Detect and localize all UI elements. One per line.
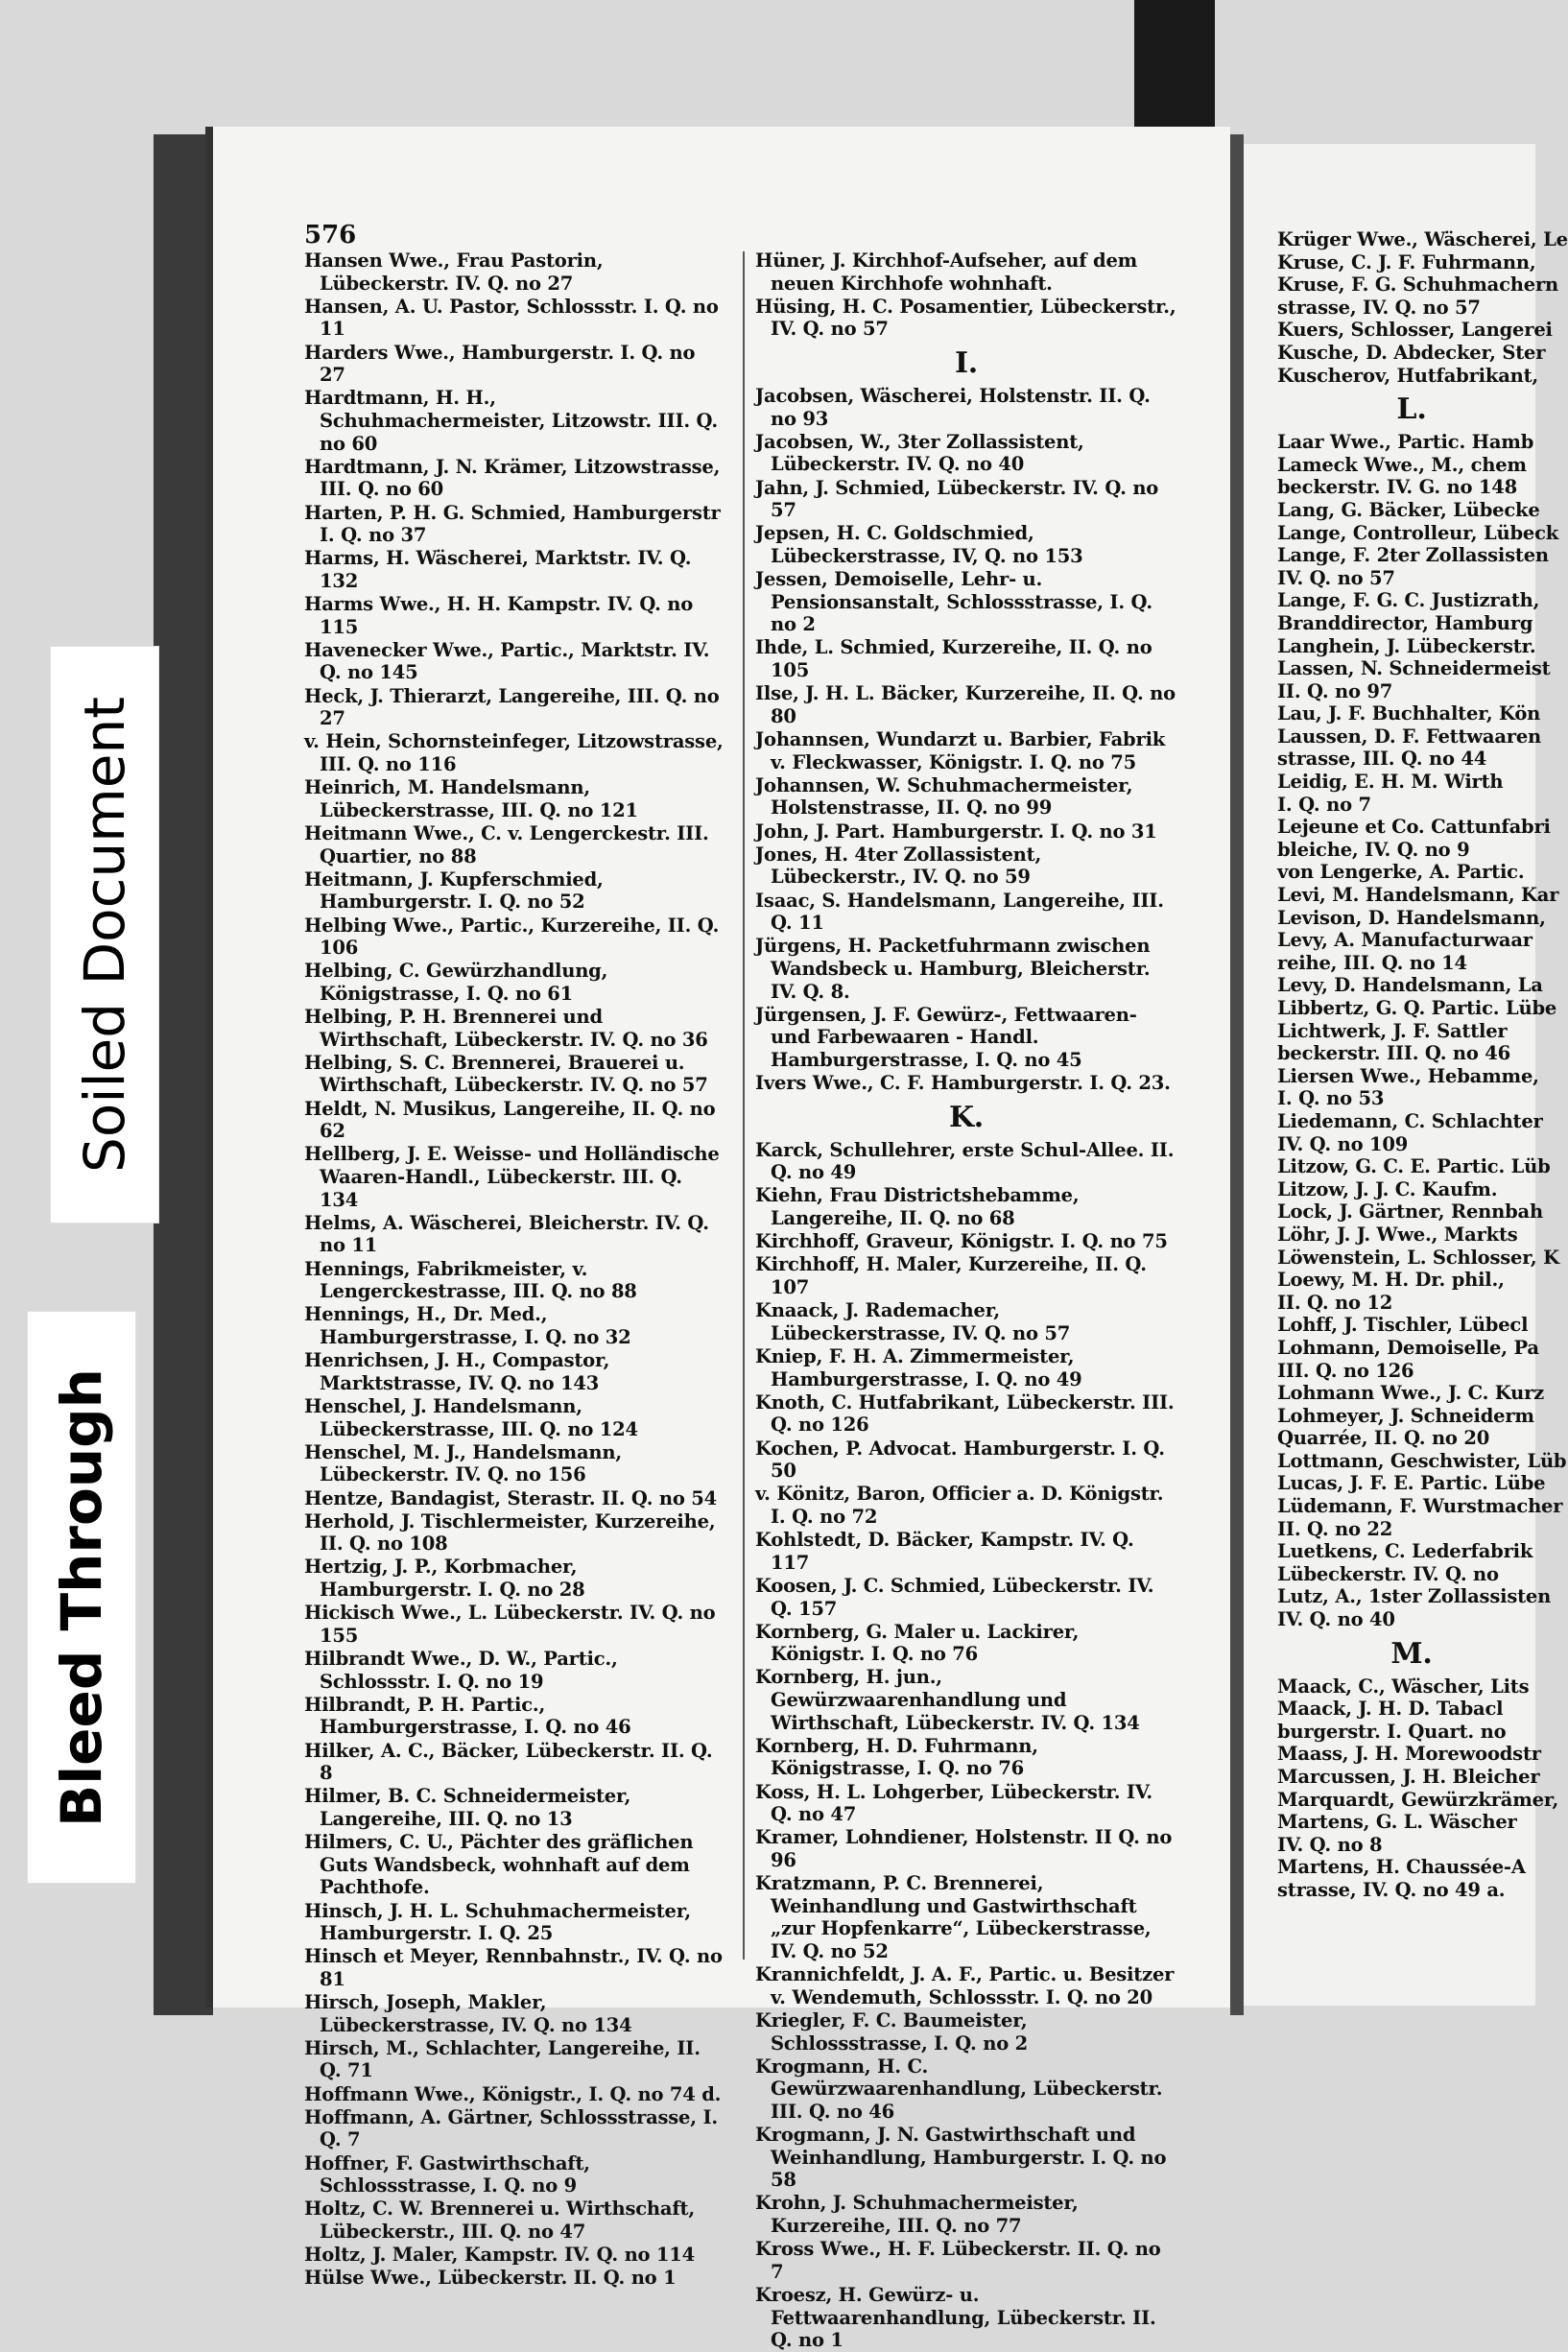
- entries-i: [755, 385, 1177, 1095]
- directory-entry: Kohlstedt, D. Bäcker, Kampstr. IV. Q. 117: [755, 1529, 1134, 1574]
- directory-entry: Hilmers, C. U., Pächter des gräflichen Guts Wandsbeck, wohnhaft auf dem Pachthofe.: [304, 1831, 694, 1899]
- directory-entry: Isaac, S. Handelsmann, Langereihe, III. Q. 11: [755, 889, 1164, 935]
- directory-entry: I. Q. no 7: [1277, 793, 1371, 816]
- book-edge-left: [154, 134, 213, 2015]
- directory-entry: Helbing, S. C. Brennerei, Brauerei u. Wirthschaft, Lübeckerstr. IV. Q. no 57: [304, 1051, 708, 1097]
- directory-entry: Kross Wwe., H. F. Lübeckerstr. II. Q. no 7: [755, 2238, 1161, 2283]
- directory-entry: Jürgensen, J. F. Gewürz-, Fettwaaren- und Farbewaaren - Handl. Hamburgerstrasse, I. Q. no 45: [755, 1003, 1137, 1071]
- directory-entry: IV. Q. no 40: [1277, 1608, 1395, 1631]
- directory-entry: Jones, H. 4ter Zollassistent, Lübeckerstr., IV. Q. no 59: [755, 843, 1042, 889]
- directory-entry: Kruse, C. J. F. Fuhrmann,: [1277, 250, 1536, 273]
- directory-entry: Lüdemann, F. Wurstmacher: [1277, 1495, 1563, 1518]
- soiled-document-label: [50, 646, 159, 1224]
- directory-entry: Kuscherov, Hutfabrikant,: [1277, 364, 1538, 387]
- directory-entry: II. Q. no 97: [1277, 679, 1393, 702]
- directory-entry: Libbertz, G. Q. Partic. Lübe: [1277, 997, 1557, 1019]
- directory-entry: Jessen, Demoiselle, Lehr- u. Pensionsanstalt, Schlossstrasse, I. Q. no 2: [755, 568, 1152, 636]
- directory-entry: Harms, H. Wäscherei, Marktstr. IV. Q. 132: [304, 547, 692, 592]
- directory-entry: Kramer, Lohndiener, Holstenstr. II Q. no 96: [755, 1826, 1173, 1871]
- directory-entry: v. Könitz, Baron, Officier a. D. Königstr. I. Q. no 72: [755, 1483, 1164, 1528]
- directory-column-h: [304, 249, 726, 2291]
- directory-entry: Kornberg, H. jun., Gewürzwaarenhandlung und Wirthschaft, Lübeckerstr. IV. Q. 134: [755, 1666, 1140, 1734]
- directory-entry: Kochen, P. Advocat. Hamburgerstr. I. Q. 50: [755, 1437, 1165, 1483]
- directory-entry: Quarrée, II. Q. no 20: [1277, 1427, 1490, 1450]
- directory-entry: bleiche, IV. Q. no 9: [1277, 838, 1470, 861]
- directory-entry: John, J. Part. Hamburgerstr. I. Q. no 31: [755, 820, 1157, 843]
- directory-entry: Maack, J. H. D. Tabacl: [1277, 1698, 1504, 1721]
- directory-entry: Holtz, J. Maler, Kampstr. IV. Q. no 114: [304, 2244, 696, 2267]
- directory-entry: Kniep, F. H. A. Zimmermeister, Hamburgerstrasse, I. Q. no 49: [755, 1345, 1082, 1390]
- directory-entry: strasse, IV. Q. no 49 a.: [1277, 1878, 1506, 1901]
- directory-entry: Ihde, L. Schmied, Kurzereihe, II. Q. no 105: [755, 636, 1152, 682]
- directory-entry: Kriegler, F. C. Baumeister, Schlossstrasse, I. Q. no 2: [755, 2008, 1028, 2055]
- directory-entry: Hinsch, J. H. L. Schuhmachermeister, Hamburgerstr. I. Q. 25: [304, 1899, 691, 1945]
- directory-entry: Levi, M. Handelsmann, Kar: [1277, 884, 1559, 907]
- directory-entry: Hoffner, F. Gastwirthschaft, Schlossstrasse, I. Q. no 9: [304, 2151, 590, 2198]
- directory-entry: Hentze, Bandagist, Sterastr. II. Q. no 54: [304, 1486, 718, 1509]
- directory-entry: Jahn, J. Schmied, Lübeckerstr. IV. Q. no 57: [755, 476, 1159, 522]
- section-letter-l: L.: [1396, 392, 1427, 427]
- directory-entry: Lange, F. 2ter Zollassisten: [1277, 544, 1549, 567]
- directory-entry: Helbing, C. Gewürzhandlung, Königstrasse, I. Q. no 61: [304, 960, 608, 1005]
- directory-entry: Kratzmann, P. C. Brennerei, Weinhandlung und Gastwirthschaft „zur Hopfenkarre“, Lübeckerstrasse, IV. Q. no 52: [755, 1872, 1152, 1962]
- directory-entry: Kruse, F. G. Schuhmachern: [1277, 273, 1559, 297]
- directory-entry: Johannsen, Wundarzt u. Barbier, Fabrik v. Fleckwasser, Königstr. I. Q. no 75: [755, 728, 1166, 773]
- directory-entry: Laussen, D. F. Fettwaaren: [1277, 725, 1542, 748]
- directory-entry: Hellberg, J. E. Weisse- und Holländische Waaren-Handl., Lübeckerstr. III. Q. 134: [304, 1143, 720, 1211]
- directory-entry: strasse, IV. Q. no 57: [1277, 296, 1481, 319]
- section-letter-m: M.: [1390, 1636, 1433, 1671]
- directory-entry: Johannsen, W. Schuhmachermeister, Holstenstrasse, II. Q. no 99: [755, 773, 1133, 820]
- directory-entry: Hoffmann, A. Gärtner, Schlossstrasse, I. Q. 7: [304, 2105, 718, 2151]
- directory-entry: Kuers, Schlosser, Langerei: [1277, 319, 1553, 342]
- directory-entry: Kroesz, H. Gewürz- u. Fettwaarenhandlung, Lübeckerstr. II. Q. no 1: [755, 2284, 1156, 2352]
- directory-entry: Harten, P. H. G. Schmied, Hamburgerstr I. Q. no 37: [304, 501, 721, 547]
- directory-entry: Branddirector, Hamburg: [1277, 611, 1533, 634]
- directory-entry: Löhr, J. J. Wwe., Markts: [1277, 1223, 1518, 1246]
- directory-entry: Lameck Wwe., M., chem: [1277, 453, 1527, 476]
- directory-entry: Lange, Controlleur, Lübeck: [1277, 521, 1559, 544]
- directory-entry: v. Hein, Schornsteinfeger, Litzowstrasse, III. Q. no 116: [304, 730, 724, 775]
- directory-entry: IV. Q. no 57: [1277, 566, 1395, 589]
- directory-entry: Henrichsen, J. H., Compastor, Marktstrasse, IV. Q. no 143: [304, 1349, 610, 1394]
- directory-entry: Hilbrandt, P. H. Partic., Hamburgerstrasse, I. Q. no 46: [304, 1693, 631, 1739]
- directory-entry: Hardtmann, J. N. Krämer, Litzowstrasse, III. Q. no 60: [304, 455, 721, 501]
- directory-column-l-m: [1277, 228, 1568, 1902]
- section-letter-i: I.: [954, 345, 979, 380]
- entries-h-continued: [755, 249, 1177, 341]
- directory-entry: Kusche, D. Abdecker, Ster: [1277, 341, 1546, 364]
- directory-entry: Lejeune et Co. Cattunfabri: [1277, 816, 1551, 839]
- section-letter-k: K.: [948, 1100, 985, 1134]
- directory-entry: Lutz, A., 1ster Zollassisten: [1277, 1585, 1552, 1608]
- directory-entry: Lübeckerstr. IV. Q. no: [1277, 1562, 1499, 1585]
- bleed-through-label: [27, 1311, 136, 1884]
- directory-entry: Jepsen, H. C. Goldschmied, Lübeckerstrasse, IV, Q. no 153: [755, 522, 1083, 567]
- directory-entry: Lohff, J. Tischler, Lübecl: [1277, 1314, 1529, 1337]
- directory-entry: Hülse Wwe., Lübeckerstr. II. Q. no 1: [304, 2267, 677, 2290]
- directory-entry: I. Q. no 53: [1277, 1087, 1385, 1110]
- directory-entry: Hüner, J. Kirchhof-Aufseher, auf dem neuen Kirchhofe wohnhaft.: [755, 249, 1138, 295]
- directory-entry: Levy, A. Manufacturwaar: [1277, 929, 1532, 952]
- directory-entry: Kornberg, H. D. Fuhrmann, Königstrasse, I. Q. no 76: [755, 1734, 1038, 1780]
- directory-entry: Hickisch Wwe., L. Lübeckerstr. IV. Q. no 155: [304, 1602, 716, 1647]
- directory-entry: Knoth, C. Hutfabrikant, Lübeckerstr. III. Q. no 126: [755, 1390, 1175, 1437]
- directory-entry: Laar Wwe., Partic. Hamb: [1277, 431, 1534, 454]
- directory-entry: Martens, H. Chaussée-A: [1277, 1856, 1526, 1879]
- directory-entry: Heitmann, J. Kupferschmied, Hamburgerstr. I. Q. no 52: [304, 867, 604, 914]
- directory-entry: Koosen, J. C. Schmied, Lübeckerstr. IV. Q. 157: [755, 1574, 1154, 1620]
- directory-entry: Heitmann Wwe., C. v. Lengerckestr. III. Quartier, no 88: [304, 821, 709, 867]
- directory-entry: Hirsch, Joseph, Makler, Lübeckerstrasse, IV. Q. no 134: [304, 1991, 632, 2036]
- page-number: 576: [304, 221, 357, 249]
- directory-entry: Kiehn, Frau Districtshebamme, Langereihe, II. Q. no 68: [755, 1184, 1080, 1230]
- left-page: [213, 127, 1230, 2352]
- directory-entry: Kornberg, G. Maler u. Lackirer, Königstr. I. Q. no 76: [755, 1620, 1080, 1666]
- directory-entry: Lichtwerk, J. F. Sattler: [1277, 1019, 1508, 1042]
- directory-entry: Karck, Schullehrer, erste Schul-Allee. II. Q. no 49: [755, 1138, 1175, 1184]
- entries-m: [1277, 1675, 1559, 1902]
- directory-entry: Löwenstein, L. Schlosser, K: [1277, 1246, 1559, 1269]
- directory-entry: Henschel, M. J., Handelsmann, Lübeckerstr. IV. Q. no 156: [304, 1440, 622, 1486]
- directory-entry: Koss, H. L. Lohgerber, Lübeckerstr. IV. Q. no 47: [755, 1780, 1152, 1826]
- directory-entry: Kirchhoff, Graveur, Königstr. I. Q. no 75: [755, 1230, 1168, 1253]
- directory-entry: Hilmer, B. C. Schneidermeister, Langereihe, III. Q. no 13: [304, 1785, 631, 1830]
- directory-entry: Lang, G. Bäcker, Lübecke: [1277, 498, 1540, 521]
- directory-entry: Jacobsen, Wäscherei, Holstenstr. II. Q. no 93: [755, 384, 1151, 430]
- directory-entry: Krohn, J. Schuhmachermeister, Kurzereihe, III. Q. no 77: [755, 2192, 1079, 2238]
- directory-entry: Hilbrandt Wwe., D. W., Partic., Schlossstr. I. Q. no 19: [304, 1648, 618, 1693]
- directory-column-i-k: [755, 249, 1177, 2352]
- directory-entry: Heldt, N. Musikus, Langereihe, II. Q. no 62: [304, 1097, 716, 1143]
- directory-entry: Henschel, J. Handelsmann, Lübeckerstrasse, III. Q. no 124: [304, 1394, 638, 1440]
- directory-entry: Hansen Wwe., Frau Pastorin, Lübeckerstr. IV. Q. no 27: [304, 249, 604, 295]
- directory-entry: strasse, III. Q. no 44: [1277, 748, 1487, 771]
- directory-entry: Krannichfeldt, J. A. F., Partic. u. Besitzer v. Wendemuth, Schlossstr. I. Q. no 20: [755, 1963, 1175, 2008]
- directory-entry: Lock, J. Gärtner, Rennbah: [1277, 1200, 1543, 1224]
- directory-entry: Hennings, Fabrikmeister, v. Lengerckestrasse, III. Q. no 88: [304, 1257, 637, 1303]
- directory-entry: Helbing Wwe., Partic., Kurzereihe, II. Q. 106: [304, 914, 720, 960]
- directory-entry: Marquardt, Gewürzkrämer,: [1277, 1788, 1559, 1811]
- bleed-through-label-text: Bleed Through: [49, 1367, 115, 1827]
- directory-entry: Jürgens, H. Packetfuhrmann zwischen Wandsbeck u. Hamburg, Bleicherstr. IV. Q. 8.: [755, 935, 1151, 1003]
- directory-entry: Liersen Wwe., Hebamme,: [1277, 1064, 1539, 1087]
- directory-entry: Helbing, P. H. Brennerei und Wirthschaft, Lübeckerstr. IV. Q. no 36: [304, 1006, 708, 1051]
- directory-entry: IV. Q. no 8: [1277, 1833, 1383, 1856]
- column-divider: [743, 251, 745, 1960]
- directory-entry: Heck, J. Thierarzt, Langereihe, III. Q. no 27: [304, 684, 720, 730]
- directory-entry: Maass, J. H. Morewoodstr: [1277, 1743, 1541, 1766]
- directory-entry: Hoffmann Wwe., Königstr., I. Q. no 74 d.: [304, 2082, 722, 2105]
- directory-entry: Lange, F. G. C. Justizrath,: [1277, 589, 1540, 612]
- directory-entry: Lottmann, Geschwister, Lüb: [1277, 1449, 1567, 1472]
- directory-entry: Krogmann, J. N. Gastwirthschaft und Weinhandlung, Hamburgerstr. I. Q. no 58: [755, 2124, 1167, 2192]
- directory-entry: Hirsch, M., Schlachter, Langereihe, II. Q. 71: [304, 2036, 701, 2082]
- directory-entry: Martens, G. L. Wäscher: [1277, 1811, 1517, 1834]
- directory-entry: II. Q. no 12: [1277, 1291, 1393, 1314]
- directory-entry: IV. Q. no 109: [1277, 1132, 1409, 1155]
- directory-entry: Loewy, M. H. Dr. phil.,: [1277, 1269, 1505, 1292]
- directory-entry: Kirchhoff, H. Maler, Kurzereihe, II. Q. 107: [755, 1253, 1147, 1299]
- directory-entry: Levy, D. Handelsmann, La: [1277, 974, 1543, 997]
- entries-k: [755, 1139, 1177, 2352]
- book-gutter: [1230, 134, 1244, 2015]
- directory-entry: Hennings, H., Dr. Med., Hamburgerstrasse, I. Q. no 32: [304, 1303, 631, 1348]
- directory-entry: Hinsch et Meyer, Rennbahnstr., IV. Q. no 81: [304, 1945, 723, 1990]
- directory-entry: III. Q. no 126: [1277, 1359, 1414, 1382]
- directory-entry: Litzow, G. C. E. Partic. Lüb: [1277, 1155, 1551, 1178]
- directory-entry: Havenecker Wwe., Partic., Marktstr. IV. Q. no 145: [304, 638, 710, 684]
- directory-entry: von Lengerke, A. Partic.: [1277, 861, 1525, 884]
- directory-entry: Ilse, J. H. L. Bäcker, Kurzereihe, II. Q. no 80: [755, 682, 1176, 727]
- directory-entry: Jacobsen, W., 3ter Zollassistent, Lübeckerstr. IV. Q. no 40: [755, 430, 1084, 476]
- directory-entry: Knaack, J. Rademacher, Lübeckerstrasse, IV. Q. no 57: [755, 1299, 1071, 1344]
- directory-entry: beckerstr. III. Q. no 46: [1277, 1042, 1510, 1065]
- directory-entry: Lucas, J. F. E. Partic. Lübe: [1277, 1472, 1546, 1495]
- directory-entry: Harders Wwe., Hamburgerstr. I. Q. no 27: [304, 341, 696, 387]
- soiled-document-label-text: Soiled Document: [72, 697, 138, 1173]
- directory-entry: Lohmann, Demoiselle, Pa: [1277, 1336, 1539, 1359]
- directory-entry: Harms Wwe., H. H. Kampstr. IV. Q. no 115: [304, 593, 694, 638]
- directory-entry: Ivers Wwe., C. F. Hamburgerstr. I. Q. 23.: [755, 1072, 1171, 1095]
- directory-entry: Lohmann Wwe., J. C. Kurz: [1277, 1382, 1545, 1405]
- directory-entry: Luetkens, C. Lederfabrik: [1277, 1540, 1533, 1563]
- directory-entry: Hilker, A. C., Bäcker, Lübeckerstr. II. Q. 8: [304, 1739, 713, 1785]
- directory-entry: Helms, A. Wäscherei, Bleicherstr. IV. Q. no 11: [304, 1211, 709, 1257]
- directory-entry: Levison, D. Handelsmann,: [1277, 906, 1546, 929]
- directory-entry: Heinrich, M. Handelsmann, Lübeckerstrasse, III. Q. no 121: [304, 776, 638, 821]
- directory-entry: II. Q. no 22: [1277, 1517, 1393, 1540]
- directory-entry: Lohmeyer, J. Schneiderm: [1277, 1404, 1534, 1427]
- directory-entry: Krüger Wwe., Wäscherei, Le: [1277, 228, 1568, 250]
- directory-entry: Litzow, J. J. C. Kaufm.: [1277, 1177, 1498, 1200]
- entries-k-continued: [1277, 228, 1568, 387]
- directory-entry: Herhold, J. Tischlermeister, Kurzereihe, II. Q. no 108: [304, 1509, 716, 1556]
- directory-entry: Liedemann, C. Schlachter: [1277, 1109, 1543, 1132]
- directory-entry: Lassen, N. Schneidermeist: [1277, 657, 1551, 680]
- directory-entry: Hüsing, H. C. Posamentier, Lübeckerstr., IV. Q. no 57: [755, 295, 1176, 341]
- directory-entry: Leidig, E. H. M. Wirth: [1277, 771, 1504, 794]
- directory-entry: Marcussen, J. H. Bleicher: [1277, 1766, 1540, 1788]
- directory-entry: burgerstr. I. Quart. no: [1277, 1720, 1507, 1743]
- directory-entry: Holtz, C. W. Brennerei u. Wirthschaft, Lübeckerstr., III. Q. no 47: [304, 2198, 695, 2243]
- directory-entry: Hardtmann, H. H., Schuhmachermeister, Litzowstr. III. Q. no 60: [304, 387, 718, 455]
- directory-entry: Hansen, A. U. Pastor, Schlossstr. I. Q. no 11: [304, 295, 719, 341]
- directory-entry: Langhein, J. Lübeckerstr.: [1277, 634, 1536, 657]
- directory-entry: reihe, III. Q. no 14: [1277, 951, 1467, 974]
- directory-entry: Krogmann, H. C. Gewürzwaarenhandlung, Lübeckerstr. III. Q. no 46: [755, 2055, 1163, 2123]
- directory-entry: Maack, C., Wäscher, Lits: [1277, 1675, 1530, 1698]
- directory-entry: Lau, J. F. Buchhalter, Kön: [1277, 702, 1541, 725]
- entries-l: [1277, 431, 1567, 1631]
- directory-entry: beckerstr. IV. G. no 148: [1277, 476, 1517, 499]
- right-page-partial: [1244, 144, 1568, 2006]
- directory-entry: Hertzig, J. P., Korbmacher, Hamburgerstr. I. Q. no 28: [304, 1556, 585, 1602]
